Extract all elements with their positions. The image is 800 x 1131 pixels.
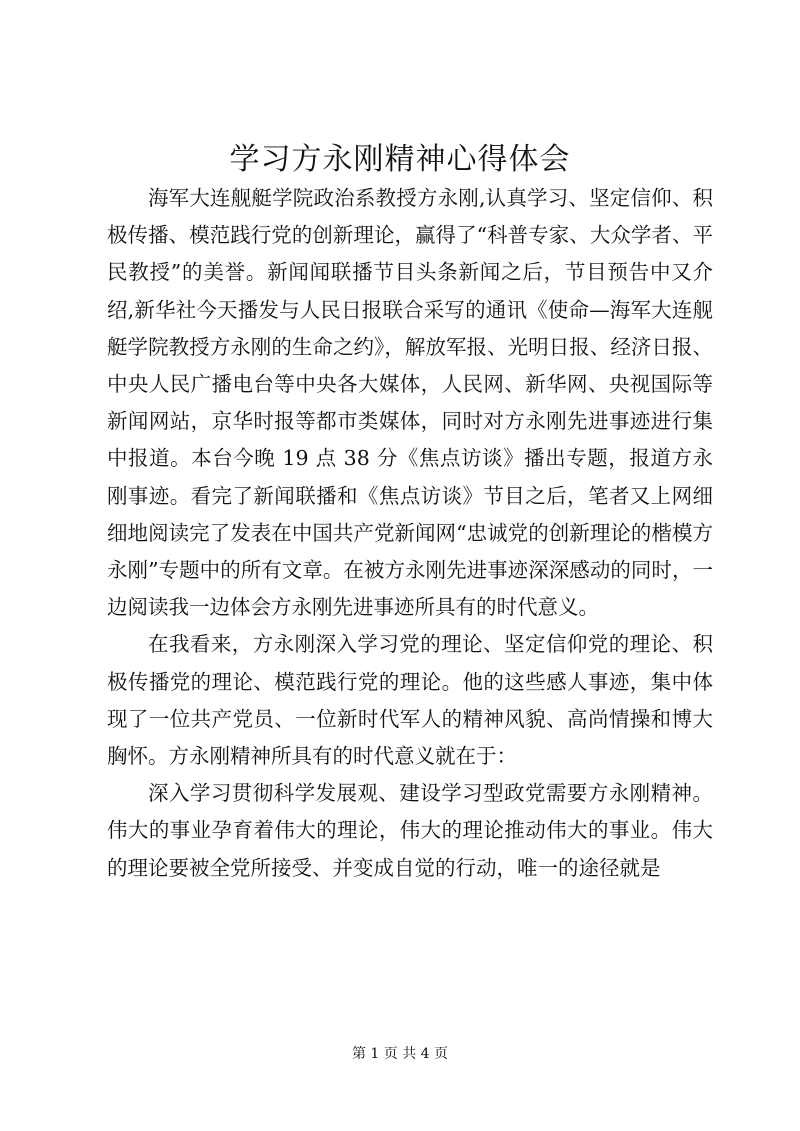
- page-footer: 第 1 页 共 4 页: [351, 1046, 449, 1062]
- document-body: [107, 180, 713, 887]
- paragraph-1: 海军大连舰艇学院政治系教授方永刚,认真学习、坚定信仰、积极传播、模范践行党的创新理论，赢得了“科普专家、大众学者、平民教授”的美誉。新闻闻联播节目头条新闻之后，节目预告中又介绍,新华社今天播发与人民日报联合采写的通讯《使命—海军大连舰艇学院教授方永刚的生命之约》，解放军报、光明日报、经济日报、中央人民广播电台等中央各大媒体，人民网、新华网、央视国际等新闻网站，京华时报等都市类媒体，同时对方永刚先进事迹进行集中报道。本台今晚 19 点 38 分《焦点访谈》播出专题，报道方永刚事迹。看完了新闻联播和《焦点访谈》节目之后，笔者又上网细细地阅读完了发表在中国共产党新闻网“忠诚党的创新理论的楷模方永刚”专题中的所有文章。在被方永刚先进事迹深深感动的同时，一边阅读我一边体会方永刚先进事迹所具有的时代意义。: [107, 186, 713, 620]
- document-title: 学习方永刚精神心得体会: [229, 142, 571, 177]
- paragraph-2: 在我看来，方永刚深入学习党的理论、坚定信仰党的理论、积极传播党的理论、模范践行党的理论。他的这些感人事迹，集中体现了一位共产党员、一位新时代军人的精神风貌、高尚情操和博大胸怀。方永刚精神所具有的时代意义就在于：: [107, 632, 713, 769]
- paragraph-3: 深入学习贯彻科学发展观、建设学习型政党需要方永刚精神。伟大的事业孕育着伟大的理论，伟大的理论推动伟大的事业。伟大的理论要被全党所接受、并变成自觉的行动，唯一的途径就是: [107, 781, 713, 880]
